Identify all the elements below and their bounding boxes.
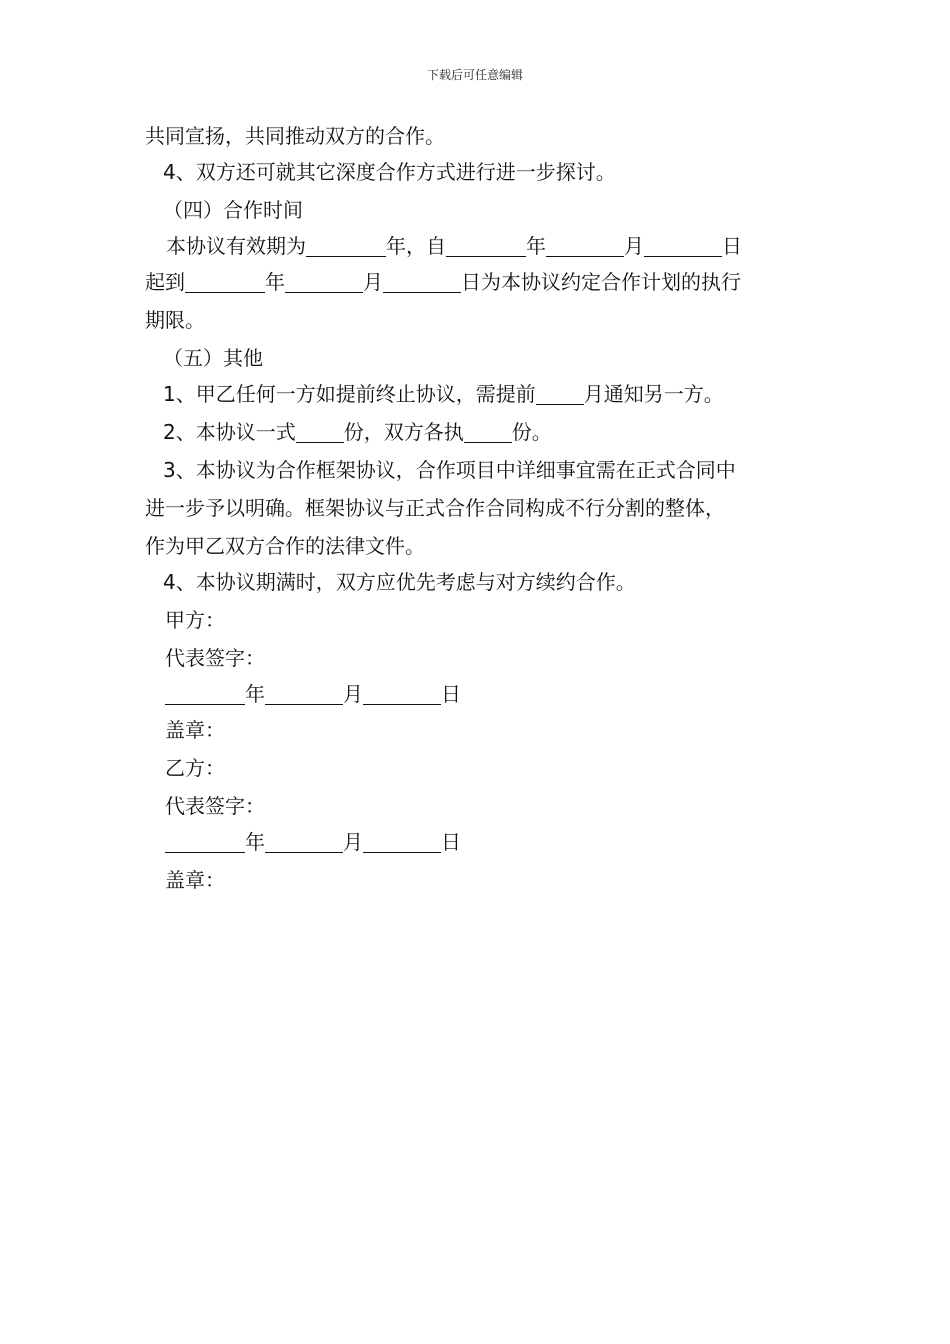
date-a-year: 年 — [245, 682, 265, 706]
copies-text-b: 份，双方各执 — [343, 420, 464, 444]
body-line-6: 期限。 — [145, 308, 205, 332]
blank-field[interactable] — [383, 272, 461, 293]
body-line-11: 进一步予以明确。框架协议与正式合作合同构成不行分割的整体， — [145, 496, 725, 520]
date-b-month: 月 — [343, 830, 363, 854]
blank-field[interactable] — [165, 832, 245, 853]
blank-field[interactable] — [185, 272, 265, 293]
validity2-text-c: 月 — [363, 270, 383, 294]
blank-field[interactable] — [536, 384, 584, 405]
section-title-4: （四）合作时间 — [163, 198, 303, 222]
copies-text-c: 份。 — [511, 420, 552, 444]
seal-b-label: 盖章： — [165, 868, 225, 892]
blank-field[interactable] — [265, 832, 343, 853]
date-a-month: 月 — [343, 682, 363, 706]
termination-line — [163, 380, 724, 408]
validity2-text-b: 年 — [265, 270, 285, 294]
blank-field[interactable] — [644, 236, 722, 257]
blank-field[interactable] — [306, 236, 386, 257]
copies-text-a: 2、本协议一式 — [163, 420, 296, 444]
rep-sign-a-label: 代表签字： — [165, 646, 265, 670]
body-line-1: 共同宣扬，共同推动双方的合作。 — [145, 124, 445, 148]
termination-text-a: 1、甲乙任何一方如提前终止协议，需提前 — [163, 382, 536, 406]
validity2-text-d: 日为本协议约定合作计划的执行 — [461, 270, 741, 294]
validity-text-e: 日 — [722, 234, 742, 258]
validity-line — [166, 232, 742, 260]
validity-text-b: 年，自 — [386, 234, 446, 258]
validity-text-d: 月 — [624, 234, 644, 258]
blank-field[interactable] — [363, 684, 441, 705]
date-line-b — [165, 828, 461, 856]
section-title-5: （五）其他 — [163, 346, 263, 370]
rep-sign-b-label: 代表签字： — [165, 794, 265, 818]
validity2-text-a: 起到 — [145, 270, 185, 294]
party-a-label: 甲方： — [165, 608, 225, 632]
validity-text-a: 本协议有效期为 — [166, 234, 306, 258]
blank-field[interactable] — [285, 272, 363, 293]
date-a-day: 日 — [441, 682, 461, 706]
date-line-a — [165, 680, 461, 708]
party-b-label: 乙方： — [165, 756, 225, 780]
termination-text-b: 月通知另一方。 — [583, 382, 724, 406]
body-line-12: 作为甲乙双方合作的法律文件。 — [145, 534, 425, 558]
date-b-day: 日 — [441, 830, 461, 854]
validity-text-c: 年 — [526, 234, 546, 258]
header-note: 下载后可任意编辑 — [426, 68, 523, 82]
blank-field[interactable] — [296, 422, 344, 443]
body-line-13: 4、本协议期满时，双方应优先考虑与对方续约合作。 — [163, 570, 636, 594]
blank-field[interactable] — [165, 684, 245, 705]
validity-line-2 — [145, 268, 741, 296]
seal-a-label: 盖章： — [165, 718, 225, 742]
blank-field[interactable] — [446, 236, 526, 257]
body-line-2: 4、双方还可就其它深度合作方式进行进一步探讨。 — [163, 160, 616, 184]
blank-field[interactable] — [363, 832, 441, 853]
blank-field[interactable] — [546, 236, 624, 257]
body-line-10: 3、本协议为合作框架协议，合作项目中详细事宜需在正式合同中 — [163, 458, 736, 482]
copies-line — [163, 418, 552, 446]
blank-field[interactable] — [265, 684, 343, 705]
date-b-year: 年 — [245, 830, 265, 854]
blank-field[interactable] — [464, 422, 512, 443]
